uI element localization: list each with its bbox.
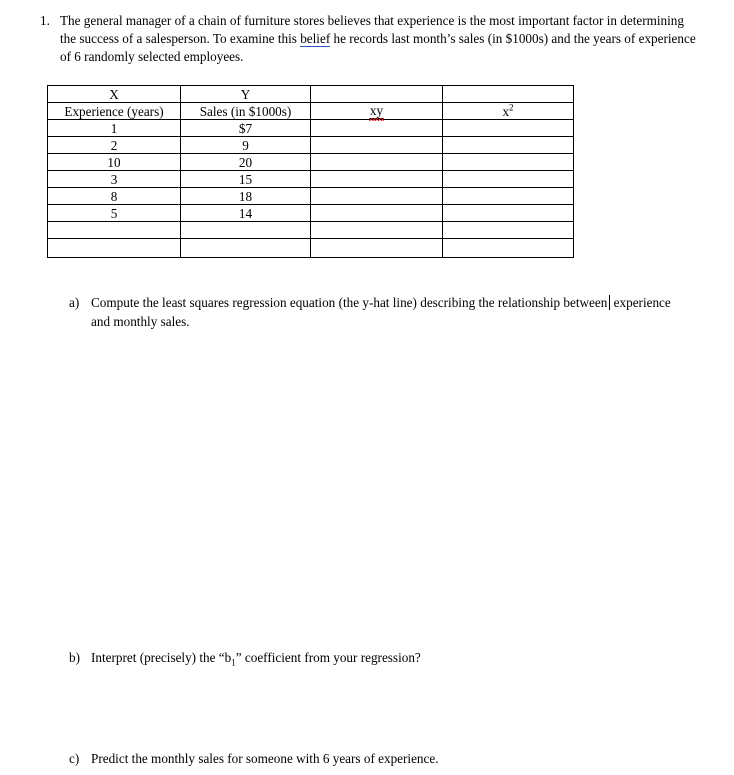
cell-y[interactable]: 20 (181, 154, 311, 171)
cell-x[interactable]: 1 (48, 120, 181, 137)
cell-x[interactable]: 5 (48, 205, 181, 222)
header-sales-thousands: Sales (in $1000s) (181, 103, 311, 120)
table-header-row-1 (48, 86, 574, 103)
cell-x[interactable]: 2 (48, 137, 181, 154)
question-number: 1. (40, 13, 50, 28)
experience-sales-table[interactable] (47, 85, 574, 258)
cell-x2[interactable] (443, 205, 574, 222)
cell-x2[interactable] (443, 137, 574, 154)
grammar-underlined-word[interactable]: belief (300, 31, 331, 46)
cell-y[interactable] (181, 239, 311, 258)
cell-x2[interactable] (443, 171, 574, 188)
cell-x[interactable]: 10 (48, 154, 181, 171)
header-xy (311, 103, 443, 120)
question-intro-text (60, 12, 700, 66)
cell-x[interactable]: 8 (48, 188, 181, 205)
subpart-a-prompt-line2: experience and monthly sales. (91, 295, 671, 329)
subpart-c-prompt: Predict the monthly sales for someone with 6 years of experience. (91, 751, 439, 766)
table-row[interactable] (48, 205, 574, 222)
subpart-b-prompt-after: ” coefficient from your regression? (235, 650, 421, 665)
spellcheck-underlined-xy[interactable]: xy (369, 103, 384, 118)
cell-xy[interactable] (311, 171, 443, 188)
cell-y[interactable]: 18 (181, 188, 311, 205)
table-row-empty[interactable] (48, 239, 574, 258)
x-squared-exponent: 2 (509, 102, 514, 113)
subpart-b-prompt-before: Interpret (precisely) the “b (91, 650, 232, 665)
intro-text-part-2: he records last month’s sales (in $1000s) and the years of experience of 6 randomly selected employees. (60, 31, 696, 64)
cell-x2[interactable] (443, 188, 574, 205)
cell-x[interactable]: 3 (48, 171, 181, 188)
cell-xy[interactable] (311, 120, 443, 137)
cell-xy[interactable] (311, 188, 443, 205)
header-y: Y (181, 86, 311, 103)
cell-x2[interactable] (443, 120, 574, 137)
table-row-empty[interactable] (48, 222, 574, 239)
header-x-squared (443, 103, 574, 120)
header-x: X (48, 86, 181, 103)
x-squared-base: x (502, 103, 510, 119)
cell-x2[interactable] (443, 222, 574, 239)
subpart-a-label: a) (69, 295, 80, 310)
header-blank-1 (311, 86, 443, 103)
subpart-c (69, 749, 669, 768)
cell-y[interactable]: $7 (181, 120, 311, 137)
cell-xy[interactable] (311, 239, 443, 258)
cell-x2[interactable] (443, 154, 574, 171)
cell-y[interactable]: 9 (181, 137, 311, 154)
cell-y[interactable] (181, 222, 311, 239)
cell-xy[interactable] (311, 137, 443, 154)
subpart-a-text (91, 293, 689, 331)
subpart-a-prompt: Compute the least squares regression equation (the y-hat line) describing the relationship between (91, 295, 608, 310)
header-blank-2 (443, 86, 574, 103)
cell-xy[interactable] (311, 154, 443, 171)
cell-x2[interactable] (443, 239, 574, 258)
table-row[interactable] (48, 137, 574, 154)
cell-x[interactable] (48, 239, 181, 258)
header-experience-years: Experience (years) (48, 103, 181, 120)
intro-text-part-1: The general manager of a chain of furniture stores believes that experience is the most important factor in determining the success of a salesperson. To examine this (60, 13, 684, 46)
cell-y[interactable]: 15 (181, 171, 311, 188)
table-header-row-2 (48, 103, 574, 120)
data-table-container (47, 85, 574, 258)
subpart-c-text (91, 749, 669, 768)
cell-x[interactable] (48, 222, 181, 239)
cell-y[interactable]: 14 (181, 205, 311, 222)
table-row[interactable] (48, 171, 574, 188)
subpart-b-label: b) (69, 650, 80, 665)
b-coefficient-subscript: 1 (231, 657, 236, 668)
question-block (40, 12, 700, 66)
subpart-b-text (91, 648, 669, 667)
cell-xy[interactable] (311, 222, 443, 239)
table-row[interactable] (48, 154, 574, 171)
table-row[interactable] (48, 188, 574, 205)
cell-xy[interactable] (311, 205, 443, 222)
subpart-b (69, 648, 669, 667)
subpart-a (69, 293, 689, 331)
table-row[interactable] (48, 120, 574, 137)
subpart-c-label: c) (69, 751, 80, 766)
